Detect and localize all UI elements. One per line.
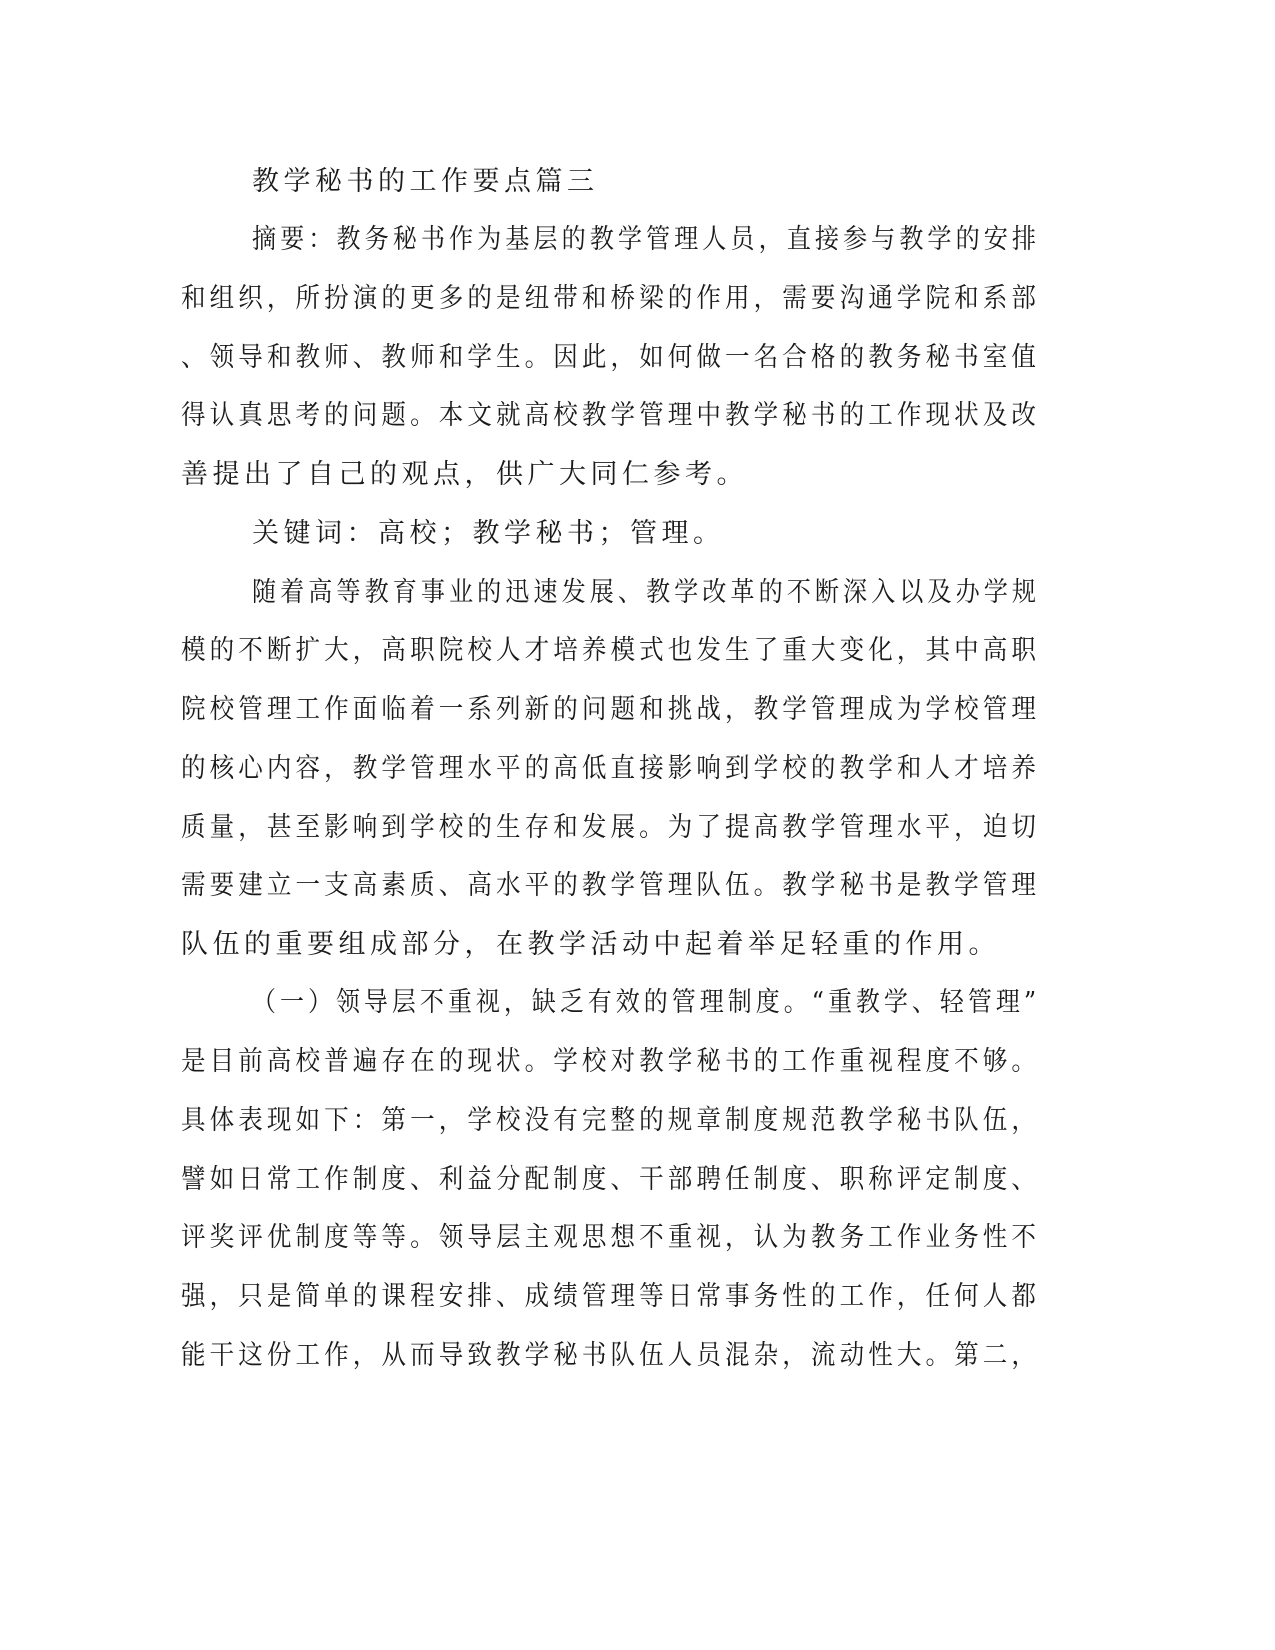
- keywords-line: 关键词：高校；教学秘书；管理。: [252, 518, 725, 549]
- body-paragraph-1-line-4: 的核心内容，教学管理水平的高低直接影响到学校的教学和人才培养: [181, 753, 1040, 784]
- body-paragraph-2-line-4: 譬如日常工作制度、利益分配制度、干部聘任制度、职称评定制度、: [181, 1164, 1040, 1195]
- abstract-line-1: 摘要：教务秘书作为基层的教学管理人员，直接参与教学的安排: [252, 224, 1040, 255]
- body-paragraph-2-line-6: 强，只是简单的课程安排、成绩管理等日常事务性的工作，任何人都: [181, 1281, 1040, 1312]
- document-title: 教学秘书的工作要点篇三: [252, 166, 599, 197]
- abstract-line-4: 得认真思考的问题。本文就高校教学管理中教学秘书的工作现状及改: [181, 400, 1040, 431]
- body-paragraph-1-line-5: 质量，甚至影响到学校的生存和发展。为了提高教学管理水平，迫切: [181, 812, 1040, 843]
- abstract-line-5: 善提出了自己的观点，供广大同仁参考。: [181, 459, 748, 490]
- body-paragraph-1-line-6: 需要建立一支高素质、高水平的教学管理队伍。教学秘书是教学管理: [181, 870, 1040, 901]
- body-paragraph-1-line-1: 随着高等教育事业的迅速发展、教学改革的不断深入以及办学规: [252, 577, 1040, 608]
- body-paragraph-2-line-1: （一）领导层不重视，缺乏有效的管理制度。“重教学、轻管理”: [252, 987, 1041, 1018]
- body-paragraph-1-line-3: 院校管理工作面临着一系列新的问题和挑战，教学管理成为学校管理: [181, 694, 1040, 725]
- body-paragraph-2-line-3: 具体表现如下：第一，学校没有完整的规章制度规范教学秘书队伍，: [181, 1105, 1040, 1136]
- abstract-line-3: 、领导和教师、教师和学生。因此，如何做一名合格的教务秘书室值: [181, 342, 1040, 373]
- body-paragraph-1-line-7: 队伍的重要组成部分，在教学活动中起着举足轻重的作用。: [181, 929, 1000, 960]
- body-paragraph-2-line-2: 是目前高校普遍存在的现状。学校对教学秘书的工作重视程度不够。: [181, 1046, 1040, 1077]
- body-paragraph-2-line-5: 评奖评优制度等等。领导层主观思想不重视，认为教务工作业务性不: [181, 1222, 1040, 1253]
- body-paragraph-1-line-2: 模的不断扩大，高职院校人才培养模式也发生了重大变化，其中高职: [181, 635, 1040, 666]
- abstract-line-2: 和组织，所扮演的更多的是纽带和桥梁的作用，需要沟通学院和系部: [181, 283, 1040, 314]
- body-paragraph-2-line-7: 能干这份工作，从而导致教学秘书队伍人员混杂，流动性大。第二，: [181, 1340, 1040, 1371]
